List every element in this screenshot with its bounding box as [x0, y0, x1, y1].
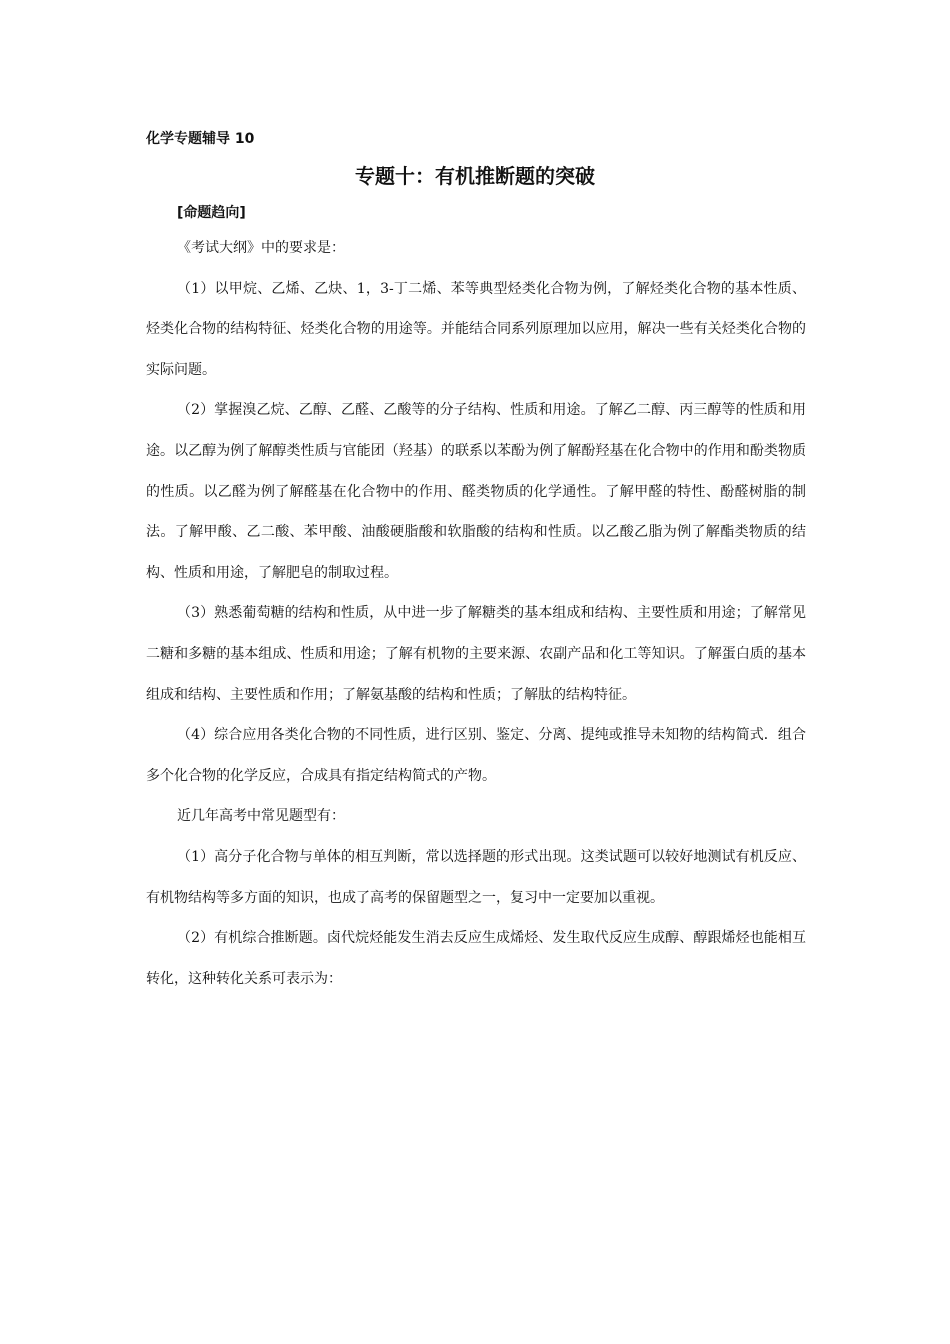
- body-text: [146, 228, 806, 999]
- paragraph: （1）高分子化合物与单体的相互判断，常以选择题的形式出现。这类试题可以较好地测试有机反应、有机物结构等多方面的知识，也成了高考的保留题型之一，复习中一定要加以重视。: [146, 848, 806, 906]
- page-title: 专题十：有机推断题的突破: [355, 164, 595, 188]
- paragraph: 《考试大纲》中的要求是：: [177, 240, 345, 256]
- paragraph: （1）以甲烷、乙烯、乙炔、1，3-丁二烯、苯等典型烃类化合物为例，了解烃类化合物的基本性质、烃类化合物的结构特征、烃类化合物的用途等。并能结合同系列原理加以应用，解决一些有关烃类化合物的实际问题。: [146, 280, 806, 378]
- paragraph: 近几年高考中常见题型有：: [177, 808, 345, 825]
- paragraph: （2）有机综合推断题。卤代烷烃能发生消去反应生成烯烃、发生取代反应生成醇、醇跟烯烃也能相互转化，这种转化关系可表示为：: [146, 930, 806, 987]
- header-label: 化学专题辅导 10: [146, 131, 255, 147]
- paragraph: （4）综合应用各类化合物的不同性质，进行区别、鉴定、分离、提纯或推导未知物的结构简式．组合多个化合物的化学反应，合成具有指定结构简式的产物。: [146, 727, 806, 784]
- section-label: [命题趋向]: [177, 205, 246, 221]
- paragraph: （2）掌握溴乙烷、乙醇、乙醛、乙酸等的分子结构、性质和用途。了解乙二醇、丙三醇等的性质和用途。以乙醇为例了解醇类性质与官能团（羟基）的联系以苯酚为例了解酚羟基在化合物中的作用和酚类物质的性质。以乙醛为例了解醛基在化合物中的作用、醛类物质的化学通性。了解甲醛的特性、酚醛树脂的制法。了解甲酸、乙二酸、苯甲酸、油酸硬脂酸和软脂酸的结构和性质。以乙酸乙脂为例了解酯类物质的结构、性质和用途，了解肥皂的制取过程。: [146, 402, 806, 581]
- paragraph: （3）熟悉葡萄糖的结构和性质，从中进一步了解糖类的基本组成和结构、主要性质和用途；了解常见二糖和多糖的基本组成、性质和用途；了解有机物的主要来源、农副产品和化工等知识。了解蛋白质的基本组成和结构、主要性质和作用；了解氨基酸的结构和性质；了解肽的结构特征。: [146, 605, 806, 703]
